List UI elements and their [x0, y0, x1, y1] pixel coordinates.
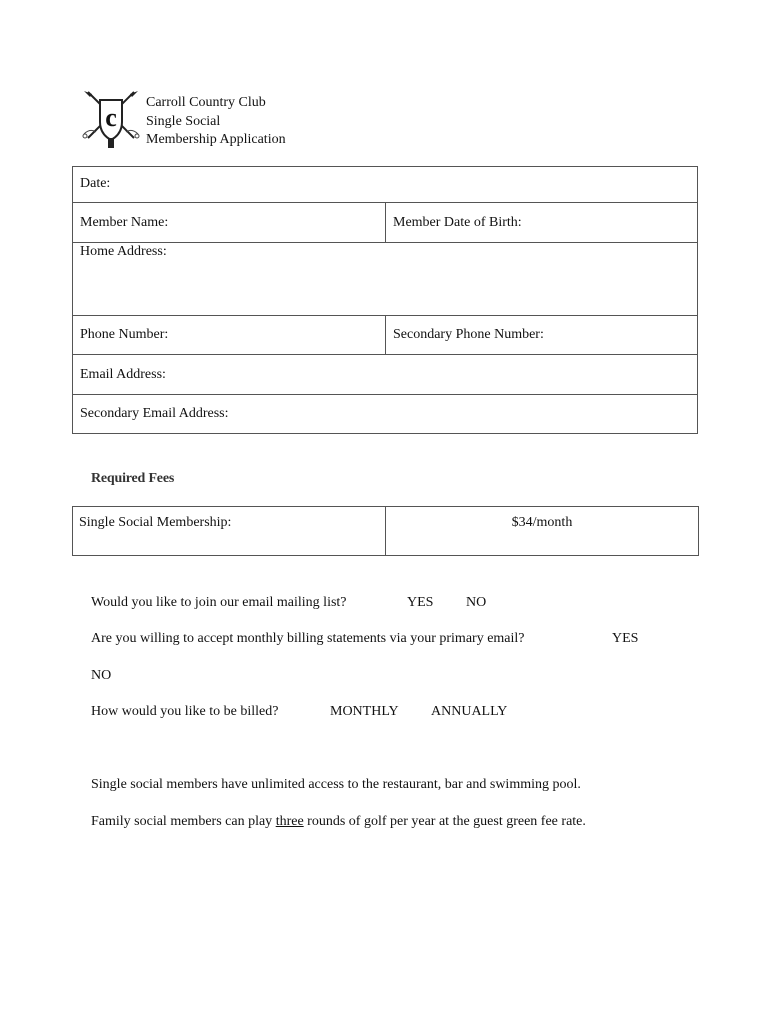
secondary-phone-field[interactable]	[385, 316, 697, 354]
secondary-email-row	[73, 395, 697, 433]
home-address-label: Home Address:	[80, 244, 167, 259]
email-billing-yes-option[interactable]: YES	[612, 631, 639, 646]
fee-value-cell	[385, 507, 698, 555]
question-billing-frequency: How would you like to be billed?	[91, 704, 279, 719]
secondary-email-field[interactable]	[73, 395, 697, 433]
billing-monthly-option[interactable]: MONTHLY	[330, 704, 399, 719]
email-row	[73, 355, 697, 395]
header-title-block	[146, 94, 286, 150]
required-fees-heading: Required Fees	[91, 471, 175, 486]
home-address-field[interactable]	[73, 243, 697, 315]
note-family-golf-rounds	[91, 814, 586, 830]
member-name-label: Member Name:	[80, 215, 169, 230]
secondary-phone-label: Secondary Phone Number:	[393, 327, 544, 342]
note-single-social-access: Single social members have unlimited access to the restaurant, bar and swimming pool.	[91, 777, 581, 792]
member-name-field[interactable]	[73, 203, 385, 242]
fees-table	[72, 506, 699, 556]
secondary-email-label: Secondary Email Address:	[80, 406, 229, 421]
email-field[interactable]	[73, 355, 697, 394]
phone-row	[73, 316, 697, 355]
member-dob-label: Member Date of Birth:	[393, 215, 522, 230]
date-row	[73, 167, 697, 203]
member-dob-field[interactable]	[385, 203, 697, 242]
address-row	[73, 243, 697, 316]
note-family-text-before: Family social members can play	[91, 814, 276, 829]
email-label: Email Address:	[80, 367, 166, 382]
billing-annually-option[interactable]: ANNUALLY	[431, 704, 508, 719]
fee-item-cell	[73, 507, 385, 555]
applicant-info-table	[72, 166, 698, 434]
note-family-underlined-count: three	[275, 814, 304, 829]
date-label: Date:	[80, 176, 111, 191]
question-email-billing: Are you willing to accept monthly billing statements via your primary email?	[91, 631, 525, 646]
note-family-text-after: rounds of golf per year at the guest green fee rate.	[303, 814, 586, 829]
phone-field[interactable]	[73, 316, 385, 354]
mailing-list-yes-option[interactable]: YES	[407, 595, 434, 610]
document-title: Membership Application	[146, 132, 286, 147]
fee-item-label: Single Social Membership:	[79, 515, 232, 530]
fee-item-value: $34/month	[511, 515, 573, 530]
email-billing-no-option[interactable]: NO	[91, 668, 112, 683]
membership-type: Single Social	[146, 113, 221, 129]
club-crest-logo	[80, 88, 142, 150]
date-field[interactable]	[73, 167, 697, 202]
mailing-list-no-option[interactable]: NO	[466, 595, 487, 610]
member-row	[73, 203, 697, 243]
question-mailing-list: Would you like to join our email mailing list?	[91, 595, 347, 610]
club-name: Carroll Country Club	[146, 95, 266, 110]
phone-label: Phone Number:	[80, 327, 169, 342]
svg-text:c: c	[105, 103, 117, 132]
